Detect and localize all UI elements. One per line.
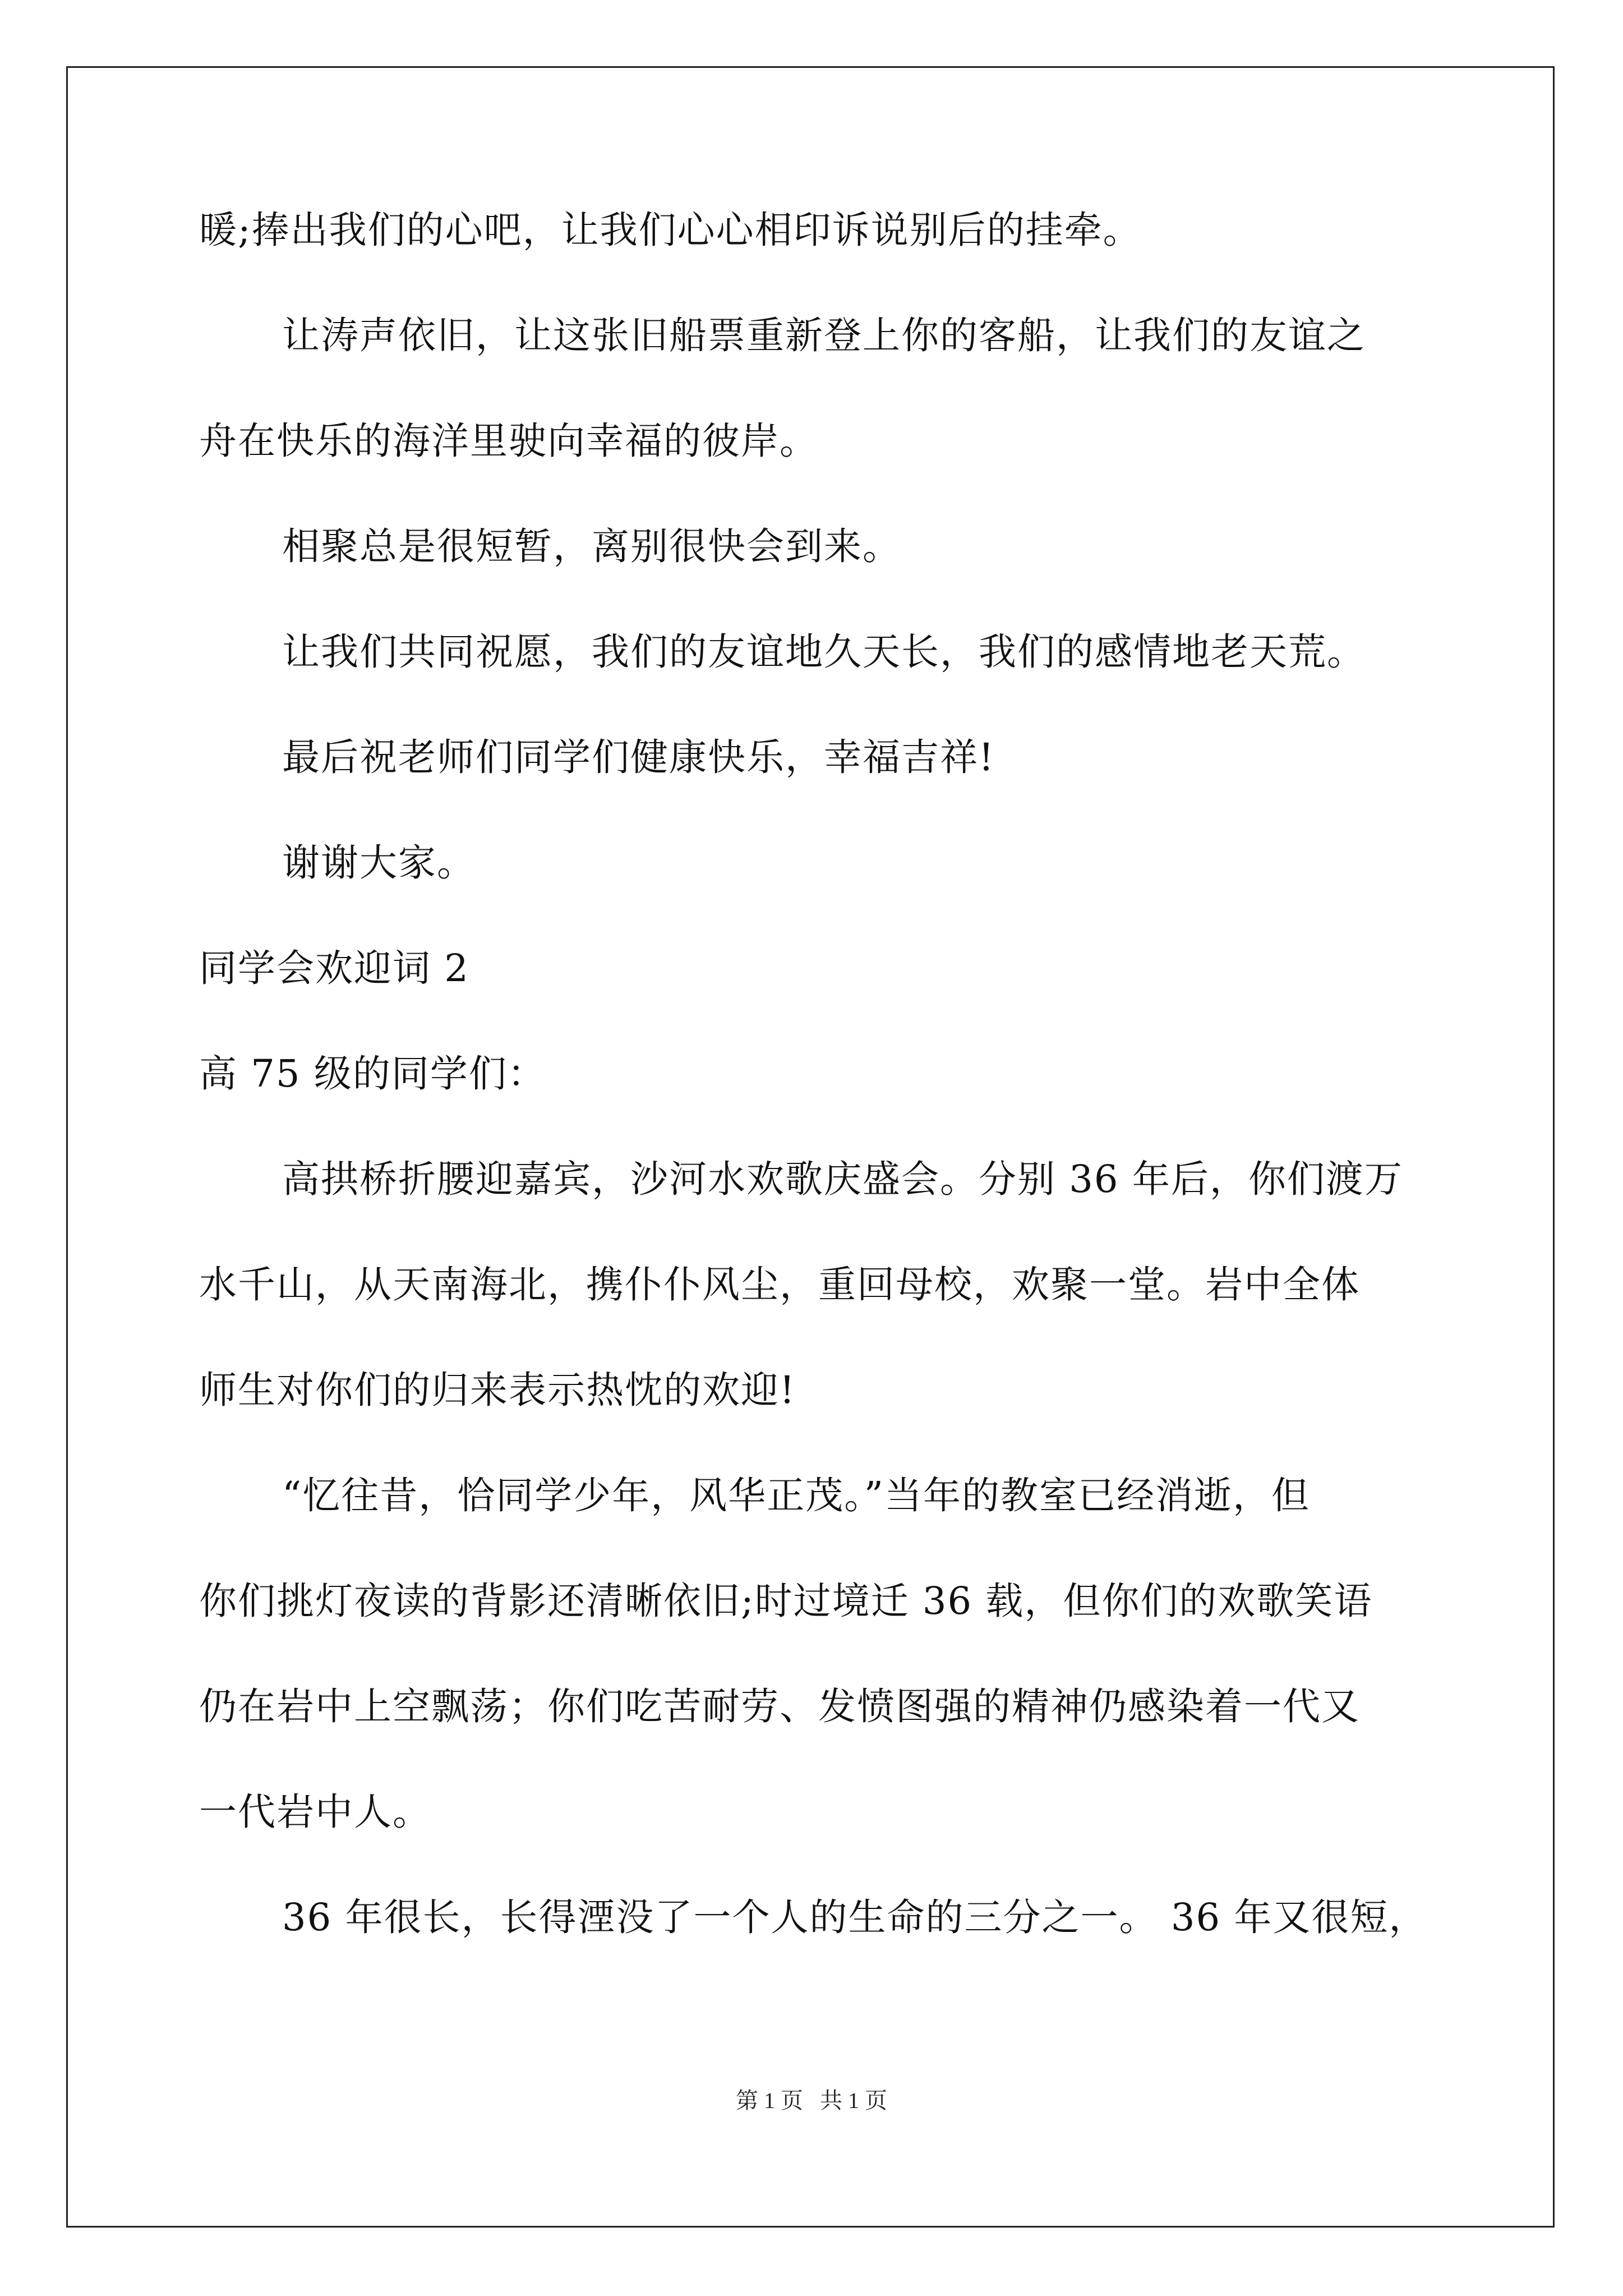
text-line: 仍在岩中上空飘荡；你们吃苦耐劳、发愤图强的精神仍感染着一代又	[199, 1685, 1360, 1728]
text-line: 水千山，从天南海北，携仆仆风尘，重回母校，欢聚一堂。岩中全体	[199, 1263, 1360, 1306]
text-line: 36 年很长，长得湮没了一个人的生命的三分之一。 36 年又很短，	[282, 1895, 1428, 1939]
text-line: 暖;捧出我们的心吧，让我们心心相印诉说别后的挂牵。	[199, 208, 1142, 252]
text-line: 高拱桥折腰迎嘉宾，沙河水欢歌庆盛会。分别 36 年后，你们渡万	[282, 1157, 1403, 1201]
text-line: “忆往昔，恰同学少年，风华正茂。”当年的教室已经消逝，但	[282, 1474, 1311, 1517]
text-line: 最后祝老师们同学们健康快乐，幸福吉祥!	[282, 735, 995, 779]
text-line: 舟在快乐的海洋里驶向幸福的彼岸。	[199, 419, 818, 463]
page-number: 第 1 页	[736, 2088, 803, 2113]
text-line: 谢谢大家。	[282, 841, 476, 885]
salutation: 高 75 级的同学们：	[199, 1052, 546, 1096]
text-line: 让我们共同祝愿，我们的友谊地久天长，我们的感情地老天荒。	[282, 630, 1366, 674]
text-line: 让涛声依旧，让这张旧船票重新登上你的客船，让我们的友谊之	[282, 314, 1366, 357]
text-line: 一代岩中人。	[199, 1790, 431, 1834]
section-heading: 同学会欢迎词 2	[199, 946, 469, 990]
page-total: 共 1 页	[820, 2088, 887, 2113]
page-footer	[0, 2087, 1623, 2115]
text-line: 你们挑灯夜读的背影还清晰依旧;时过境迁 36 载，但你们的欢歌笑语	[199, 1579, 1373, 1623]
text-line: 师生对你们的归来表示热忱的欢迎!	[199, 1368, 796, 1412]
text-line: 相聚总是很短暂，离别很快会到来。	[282, 524, 901, 568]
